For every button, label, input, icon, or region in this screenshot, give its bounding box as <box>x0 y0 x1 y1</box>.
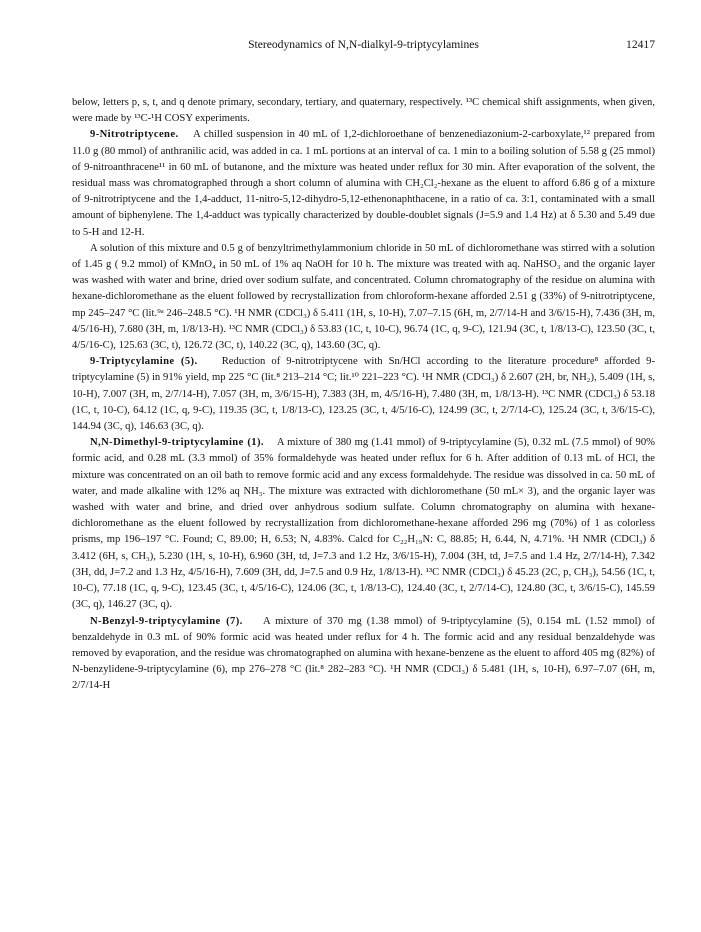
paragraph-9-nitrotriptycene-text: A chilled suspension in 40 mL of 1,2-dichloroethane of benzenediazonium-2-carboxylate,¹² prepared from 11.0 g (80 mmol) of anthranilic acid, was added in ca. 1 mL portions at an interval of ca. 1 min to a boiling solution of 5.58 g (25 mmol) of 9-nitroanthracene¹¹ in 60 mL of butanone, and the mixture was heated under reflux for 30 min. After evaporation of the solvent, the residual mass was chromatographed through a short column of alumina with CH₂Cl₂-hexane as the eluent to afford 6.86 g of a mixture of 9-nitrotriptycene and the 1,4-adduct, 11-nitro-5,12-dihydro-5,12-ethenonaphthacene, in a ratio of ca. 3:1, contaminated with a small amount of biphenylene. The 1,4-adduct was typically characterized by double-doublet signals (J=5.9 and 1.4 Hz) at δ 5.30 and 5.49 due to 5-H and 12-H. <box>72 129 656 238</box>
paragraph-oxidation: A solution of this mixture and 0.5 g of benzyltrimethylammonium chloride in 50 mL of dichloromethane was stirred with a solution of 1.45 g ( 9.2 mmol) of KMnO₄ in 50 mL of 1% aq NaOH for 10 h. The mixture was treated with aq. NaHSO₃ and the organic layer was washed with water and brine, dried over sodium sulfate, and concentrated. Column chromatography of the residue on alumina with hexane-dichloromethane as the eluent followed by recrystallization from chloroform-hexane afforded 2.51 g (33%) of 9-nitrotriptycene, mp 245–247 °C (lit.⁹ᵃ 246–248.5 °C). ¹H NMR (CDCl₃) δ 5.411 (1H, s, 10-H), 7.07–7.15 (6H, m, 2/7/14-H and 3/6/15-H), 7.436 (3H, m, 4/5/16-H), 7.680 (3H, m, 1/8/13-H). ¹³C NMR (CDCl₃) δ 53.83 (1C, t, 10-C), 96.74 (1C, q, 9-C), 121.94 (3C, t, 1/8/13-C), 123.50 (3C, t, 4/5/16-C), 125.63 (3C, t), 126.72 (3C, t), 140.22 (3C, q), 143.60 (3C, q). <box>72 242 655 352</box>
running-head-title: Stereodynamics of N,N-dialkyl-9-triptycylamines <box>248 38 479 51</box>
paragraph-benzyl-triptycylamine-text: A mixture of 370 mg (1.38 mmol) of 9-triptycylamine (5), 0.154 mL (1.52 mmol) of benzaldehyde in 0.3 mL of 90% formic acid was heated under reflux for 4 h. The formic acid and any residual benzaldehyde was removed by evaporation, and the residue was chromatographed on alumina with hexane-benzene as the eluent to afford 405 mg (82%) of N-benzylidene-9-triptycylamine (6), mp 276–278 °C (lit.⁸ 282–283 °C). ¹H NMR (CDCl₃) δ 5.481 (1H, s, 10-H), 6.97–7.07 (6H, m, 2/7/14-H <box>72 615 655 692</box>
paragraph-9-triptycylamine <box>72 354 655 435</box>
compound-heading-9-triptycylamine: 9-Triptycylamine (5). <box>90 356 198 368</box>
compound-heading-9-nitrotriptycene: 9-Nitrotriptycene. <box>90 129 179 141</box>
paragraph-dimethyl-triptycylamine <box>72 435 655 613</box>
paragraph-benzyl-triptycylamine <box>72 614 655 695</box>
paragraph-9-nitrotriptycene <box>72 127 655 240</box>
paragraph-dimethyl-triptycylamine-text: A mixture of 380 mg (1.41 mmol) of 9-triptycylamine (5), 0.32 mL (7.5 mmol) of 90% formic acid, and 0.28 mL (3.3 mmol) of 35% formaldehyde was heated under reflux for 6 h. After addition of 0.13 mL of HCl, the mixture was concentrated on an oil bath to remove formic acid and any excess formaldehyde. The residue was dissolved in ca. 50 mL of water, and made alkaline with 12% aq NH₃. The mixture was extracted with dichloromethane (50 mL× 3), and the organic layer was washed with water and brine, and dried over anhydrous sodium sulfate. Column chromatography on alumina with hexane-dichloromethane as the eluent followed by recrystallization from dichloromethane-hexane afforded 296 mg (70%) of 1 as colorless prisms, mp 196–197 °C. Found; C, 89.00; H, 6.53; N, 4.83%. Calcd for C₂₂H₁₉N: C, 88.85; H, 6.44, N, 4.71%. ¹H NMR (CDCl₃) δ 3.412 (6H, s, CH₃), 5.230 (1H, s, 10-H), 6.960 (3H, td, J=7.3 and 1.2 Hz, 3/6/15-H), 7.004 (3H, td, J=7.5 and 1.4 Hz, 2/7/14-H), 7.342 (3H, dd, J=7.2 and 1.3 Hz, 4/5/16-H), 7.609 (3H, dd, J=7.5 and 0.9 Hz, 1/8/13-H). ¹³C NMR (CDCl₃) δ 45.23 (2C, p, CH₃), 54.56 (1C, t, 10-C), 77.18 (1C, q, 9-C), 123.45 (3C, t, 4/5/16-C), 124.06 (3C, t, 1/8/13-C), 124.40 (3C, t, 2/7/14-C), 124.80 (3C, t, 3/6/15-C), 145.59 (3C, q), 146.27 (3C, q). <box>72 437 655 611</box>
page-number: 12417 <box>626 38 655 51</box>
paragraph-9-triptycylamine-text: Reduction of 9-nitrotriptycene with Sn/HCl according to the literature procedure⁸ afforded 9-triptycylamine (5) in 91% yield, mp 225 °C (lit.⁸ 213–214 °C; lit.¹⁰ 221–223 °C). ¹H NMR (CDCl₃) δ 2.607 (2H, br, NH₂), 5.409 (1H, s, 10-H), 7.007 (3H, m, 2/7/14-H), 7.057 (3H, m, 3/6/15-H), 7.383 (3H, m, 4/5/16-H), 7.480 (3H, m, 1/8/13-H). ¹³C NMR (CDCl₃) δ 53.18 (1C, t, 10-C), 64.12 (1C, q, 9-C), 119.35 (3C, t, 1/8/13-C), 123.25 (3C, t, 4/5/16-C), 124.99 (3C, t, 2/7/14-C), 125.24 (3C, t, 3/6/15-C), 144.94 (3C, q), 146.63 (3C, q). <box>72 356 655 433</box>
paragraph-nmr-notation: below, letters p, s, t, and q denote primary, secondary, tertiary, and quaternary, respectively. ¹³C chemical shift assignments, when given, were made by ¹³C-¹H COSY experiments. <box>72 97 655 125</box>
compound-heading-benzyl-triptycylamine: N-Benzyl-9-triptycylamine (7). <box>90 615 243 627</box>
article-body <box>72 95 655 695</box>
compound-heading-dimethyl-triptycylamine: N,N-Dimethyl-9-triptycylamine (1). <box>90 437 264 449</box>
running-head <box>72 38 655 54</box>
